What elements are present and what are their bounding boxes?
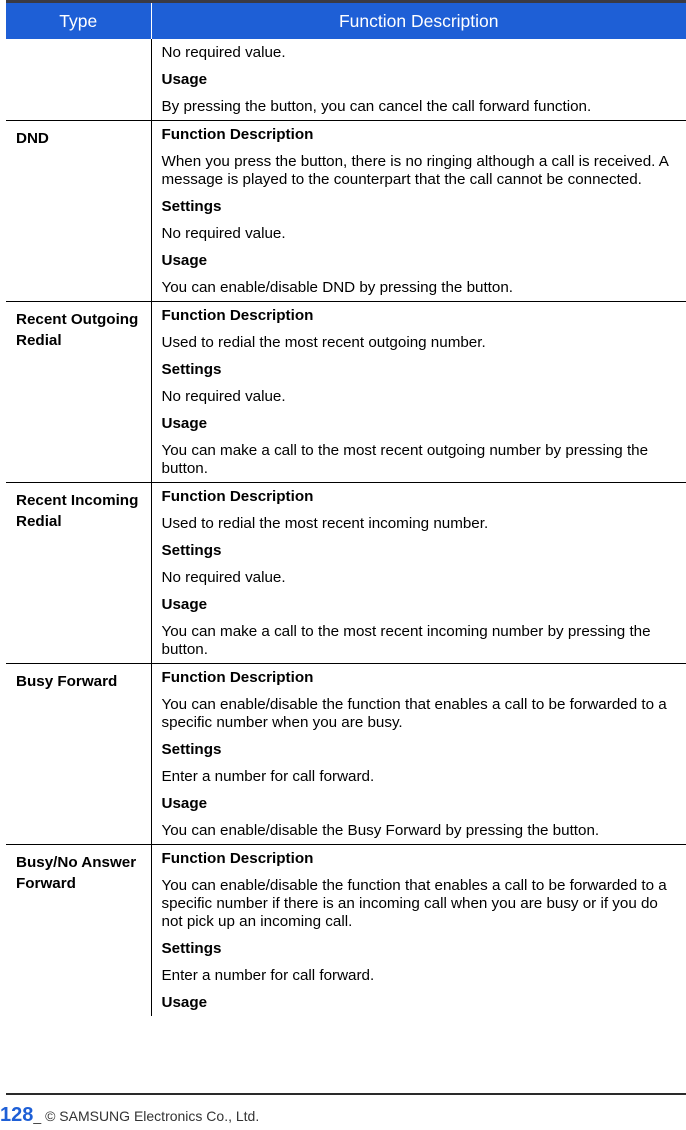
row-description (151, 39, 686, 121)
page-number: 128 (0, 1104, 34, 1126)
row-type: Busy/No Answer Forward (6, 845, 151, 1017)
table-row (6, 302, 686, 483)
section-heading: Usage (161, 795, 208, 812)
description-text: You can enable/disable the function that enables a call to be forwarded to a specific number when you are busy. (161, 696, 667, 731)
description-text: Enter a number for call forward. (161, 768, 375, 785)
description-text: Enter a number for call forward. (161, 967, 375, 984)
copyright-text: © SAMSUNG Electronics Co., Ltd. (45, 1108, 260, 1124)
description-text: No required value. (161, 225, 286, 242)
row-type: Recent Outgoing Redial (6, 302, 151, 483)
section-heading: Settings (161, 940, 222, 957)
section-heading: Function Description (161, 669, 314, 686)
table-header-row (6, 3, 686, 39)
section-heading: Function Description (161, 850, 314, 867)
description-text: Used to redial the most recent outgoing number. (161, 334, 486, 351)
table-row (6, 664, 686, 845)
table-row (6, 39, 686, 121)
section-heading: Usage (161, 596, 208, 613)
description-text: No required value. (161, 569, 286, 586)
table-row (6, 845, 686, 1017)
description-text: You can enable/disable the Busy Forward by pressing the button. (161, 822, 600, 839)
description-text: No required value. (161, 44, 286, 61)
description-text: Used to redial the most recent incoming number. (161, 515, 489, 532)
footer-separator: _ (33, 1108, 46, 1124)
section-heading: Function Description (161, 488, 314, 505)
description-text: You can make a call to the most recent incoming number by pressing the button. (161, 623, 651, 658)
description-text: By pressing the button, you can cancel the call forward function. (161, 98, 592, 115)
section-heading: Settings (161, 542, 222, 559)
table-row (6, 121, 686, 302)
row-description (151, 302, 686, 483)
row-type: DND (6, 121, 151, 302)
description-column-header: Function Description (151, 3, 686, 39)
section-heading: Usage (161, 994, 208, 1011)
row-type: Recent Incoming Redial (6, 483, 151, 664)
description-text: You can make a call to the most recent outgoing number by pressing the button. (161, 442, 649, 477)
section-heading: Usage (161, 415, 208, 432)
row-description (151, 664, 686, 845)
table-row (6, 483, 686, 664)
description-text: You can enable/disable the function that enables a call to be forwarded to a specific number if there is an incoming call when you are busy or if you do not pick up an incoming call. (161, 877, 667, 930)
description-text: When you press the button, there is no ringing although a call is received. A message is played to the counterpart that the call cannot be connected. (161, 153, 669, 188)
page-footer (0, 1104, 259, 1127)
section-heading: Function Description (161, 307, 314, 324)
section-heading: Usage (161, 71, 208, 88)
row-type (6, 39, 151, 121)
description-text: No required value. (161, 388, 286, 405)
section-heading: Function Description (161, 126, 314, 143)
type-column-header: Type (6, 3, 151, 39)
bottom-rule (6, 1093, 686, 1095)
function-table (6, 3, 686, 1016)
section-heading: Settings (161, 198, 222, 215)
description-text: You can enable/disable DND by pressing the button. (161, 279, 514, 296)
section-heading: Settings (161, 741, 222, 758)
section-heading: Usage (161, 252, 208, 269)
row-description (151, 845, 686, 1017)
row-description (151, 121, 686, 302)
section-heading: Settings (161, 361, 222, 378)
row-type: Busy Forward (6, 664, 151, 845)
row-description (151, 483, 686, 664)
